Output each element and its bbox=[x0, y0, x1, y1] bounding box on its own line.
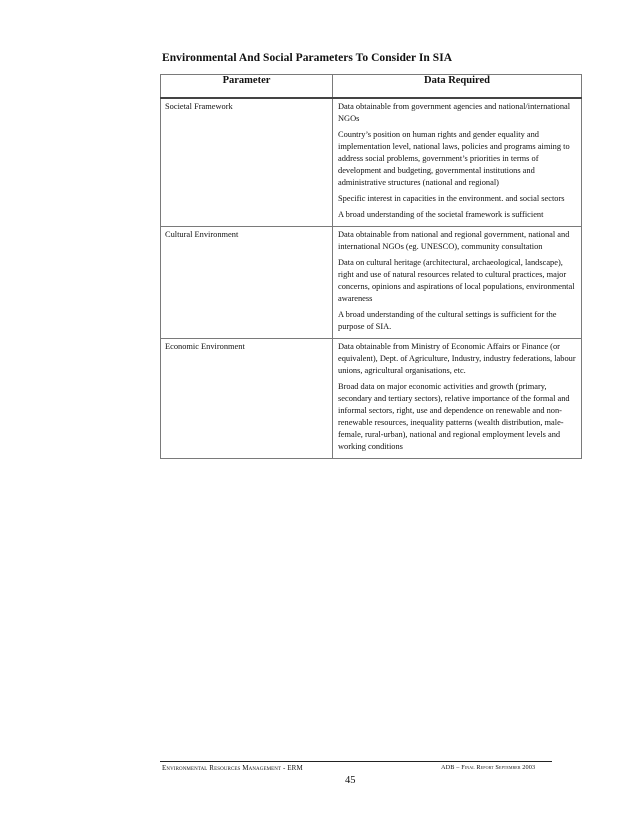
data-paragraph: A broad understanding of the societal framework is sufficient bbox=[338, 210, 544, 219]
table-row bbox=[161, 98, 582, 227]
data-paragraph: Country’s position on human rights and gender equality and implementation level, national laws, policies and programs aiming to address social problems, government’s priorities in terms of development and budgeting, governmental institutions and administrative structures (national and regional) bbox=[338, 130, 570, 187]
data-paragraph: Data on cultural heritage (architectural, archaeological, landscape), right and use of natural resources related to cultural practices, major concerns, opinions and aspirations of local populations, environmental awareness bbox=[338, 258, 575, 303]
table-row bbox=[161, 339, 582, 459]
data-paragraph: Data obtainable from Ministry of Economic Affairs or Finance (or equivalent), Dept. of Agriculture, Industry, industry federations, labour unions, agricultural organisations, etc. bbox=[338, 342, 576, 375]
footer-organization: Environmental Resources Management - ERM bbox=[162, 764, 303, 772]
column-header-data-required: Data Required bbox=[333, 75, 582, 99]
data-paragraph: Specific interest in capacities in the environment. and social sectors bbox=[338, 194, 565, 203]
data-paragraph: Data obtainable from government agencies and national/international NGOs bbox=[338, 102, 571, 123]
data-required-cell bbox=[333, 339, 582, 459]
data-required-cell bbox=[333, 98, 582, 227]
parameter-cell: Societal Framework bbox=[161, 98, 333, 227]
footer-divider bbox=[160, 761, 552, 762]
sia-parameters-table bbox=[160, 74, 582, 459]
table-header-row bbox=[161, 75, 582, 99]
page-title: Environmental And Social Parameters To Consider In SIA bbox=[162, 52, 453, 64]
parameter-cell: Economic Environment bbox=[161, 339, 333, 459]
parameter-cell: Cultural Environment bbox=[161, 227, 333, 339]
column-header-parameter: Parameter bbox=[161, 75, 333, 99]
data-required-cell bbox=[333, 227, 582, 339]
footer-report-info: ADB – Final Report September 2003 bbox=[441, 764, 536, 771]
data-paragraph: Broad data on major economic activities and growth (primary, secondary and tertiary sectors), relative importance of the formal and informal sectors, right, use and dependence on renewable and non-renewable resources, inequality patterns (wealth distribution, male-female, rural-urban), national and regional employment levels and working conditions bbox=[338, 382, 570, 451]
data-paragraph: A broad understanding of the cultural settings is sufficient for the purpose of SIA. bbox=[338, 310, 557, 331]
table-row bbox=[161, 227, 582, 339]
page-number: 45 bbox=[345, 775, 356, 786]
data-paragraph: Data obtainable from national and regional government, national and international NGOs (eg. UNESCO), community consultation bbox=[338, 230, 570, 251]
